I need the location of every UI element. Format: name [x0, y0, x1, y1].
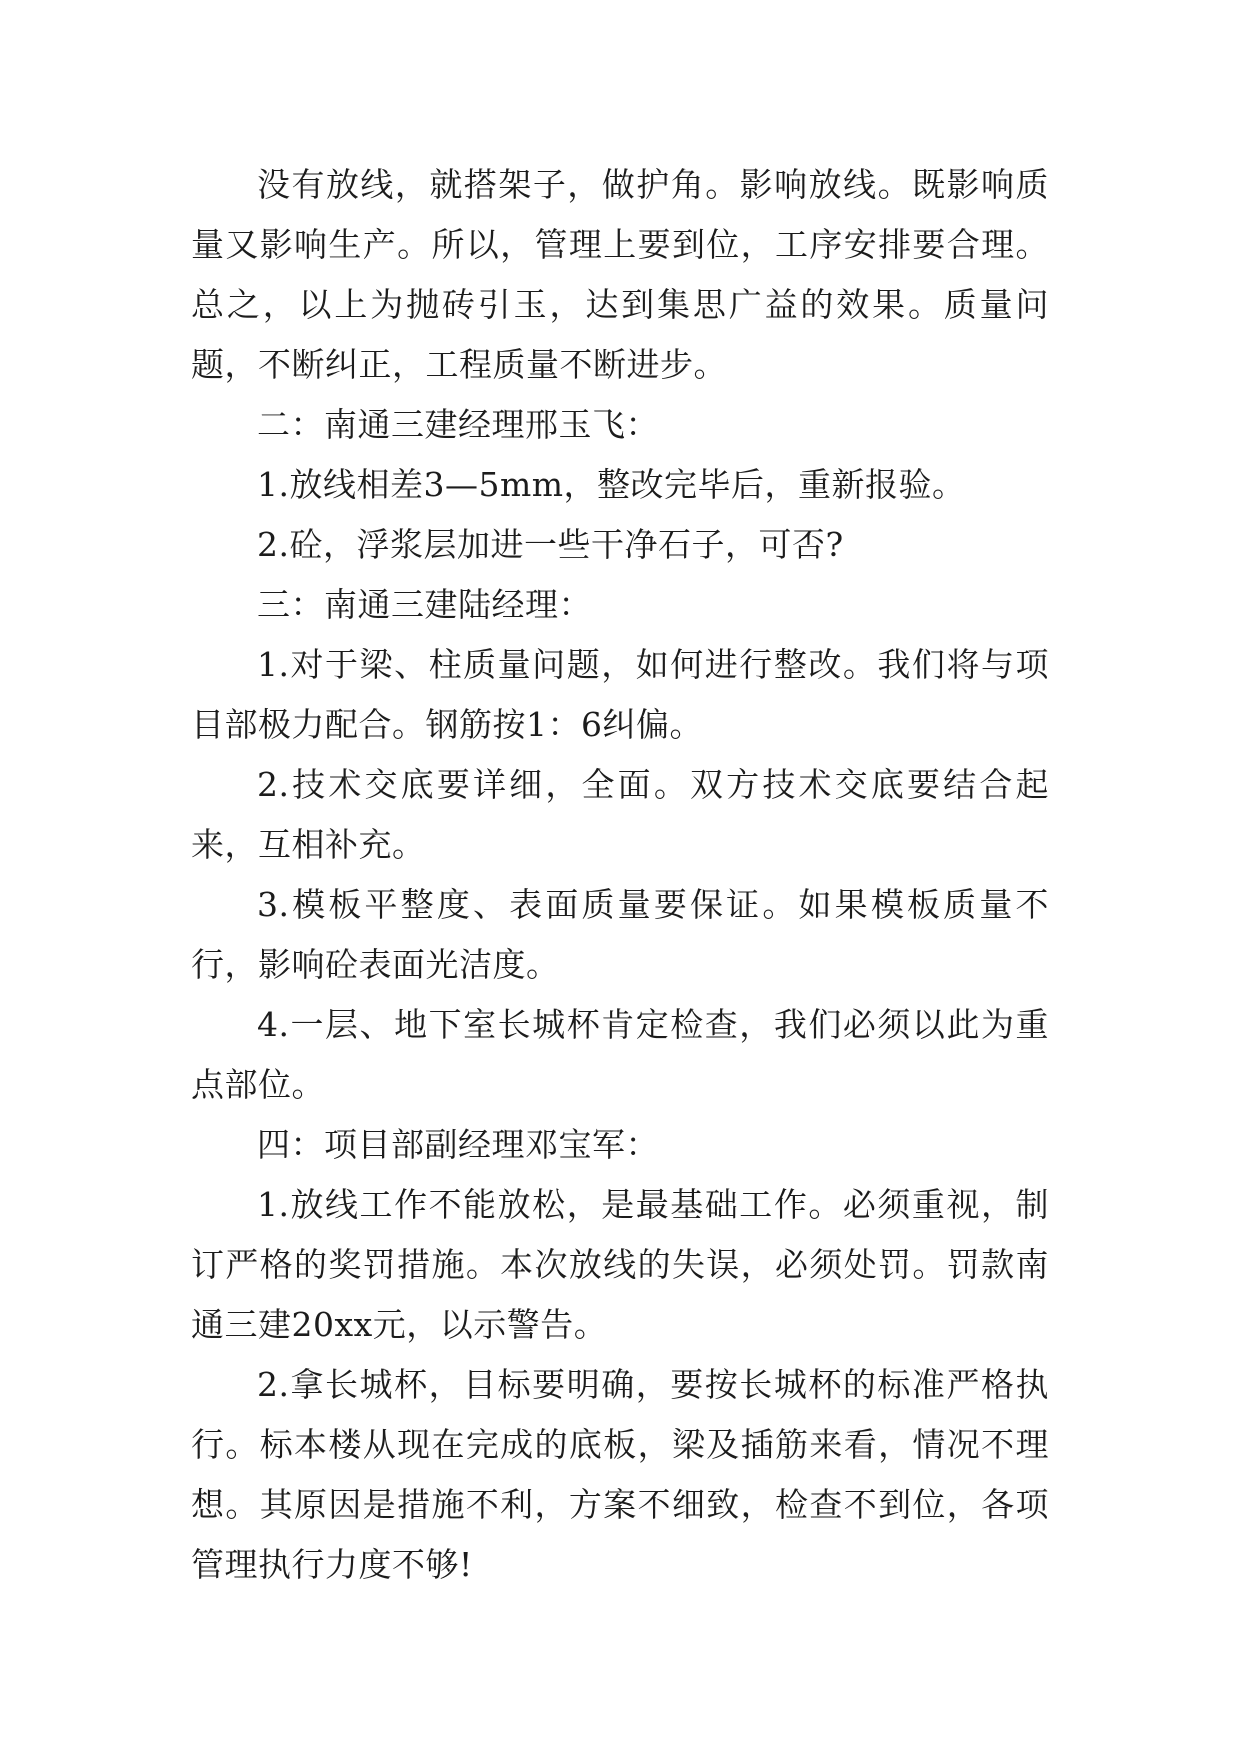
list-item: 2.技术交底要详细，全面。双方技术交底要结合起来，互相补充。	[191, 765, 1049, 864]
list-item: 1.放线工作不能放松，是最基础工作。必须重视，制订严格的奖罚措施。本次放线的失误，必须处罚。罚款南通三建20xx元，以示警告。	[191, 1185, 1049, 1344]
list-item: 1.放线相差3—5mm，整改完毕后，重新报验。	[257, 465, 966, 504]
section-heading-3: 三：南通三建陆经理：	[257, 585, 592, 624]
list-item: 3.模板平整度、表面质量要保证。如果模板质量不行，影响砼表面光洁度。	[191, 885, 1049, 984]
section-heading-4: 四：项目部副经理邓宝军：	[257, 1125, 659, 1164]
list-item: 1.对于梁、柱质量问题，如何进行整改。我们将与项目部极力配合。钢筋按1：6纠偏。	[191, 645, 1049, 744]
list-item: 2.砼，浮浆层加进一些干净石子，可否?	[257, 525, 844, 564]
paragraph-intro: 没有放线，就搭架子，做护角。影响放线。既影响质量又影响生产。所以，管理上要到位，工序安排要合理。总之，以上为抛砖引玉，达到集思广益的效果。质量问题，不断纠正，工程质量不断进步。	[191, 165, 1049, 384]
section-heading-2: 二：南通三建经理邢玉飞：	[257, 405, 659, 444]
list-item: 2.拿长城杯，目标要明确，要按长城杯的标准严格执行。标本楼从现在完成的底板，梁及插筋来看，情况不理想。其原因是措施不利，方案不细致，检查不到位，各项管理执行力度不够!	[191, 1365, 1049, 1584]
list-item: 4.一层、地下室长城杯肯定检查，我们必须以此为重点部位。	[191, 1005, 1049, 1104]
document-page	[191, 155, 1049, 1595]
